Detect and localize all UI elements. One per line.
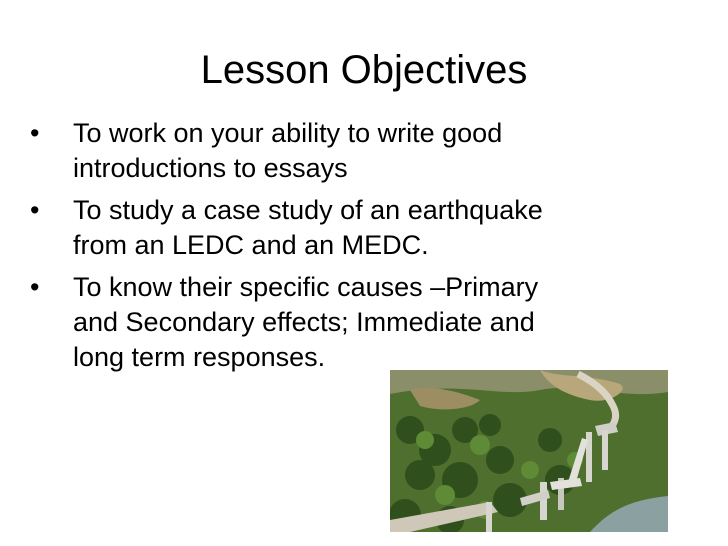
bullet-item <box>30 193 670 263</box>
bullet-line: long term responses. <box>73 342 326 372</box>
bullet-list <box>30 116 670 382</box>
bullet-icon: • <box>30 118 40 148</box>
bullet-line: To study a case study of an earthquake <box>73 195 543 225</box>
bullet-line: from an LEDC and an MEDC. <box>73 230 429 260</box>
slide-title: Lesson Objectives <box>200 48 528 92</box>
bullet-icon: • <box>30 195 40 225</box>
bullet-line: To know their specific causes –Primary <box>73 272 539 302</box>
bullet-item <box>30 270 670 375</box>
bridge-photo-illustration <box>390 370 668 532</box>
bullet-line: and Secondary effects; Immediate and <box>73 307 535 337</box>
bullet-line: introductions to essays <box>73 153 348 183</box>
bullet-item <box>30 116 670 186</box>
bullet-line: To work on your ability to write good <box>73 118 503 148</box>
bullet-icon: • <box>30 272 40 302</box>
collapsed-bridge-photo <box>390 370 668 532</box>
